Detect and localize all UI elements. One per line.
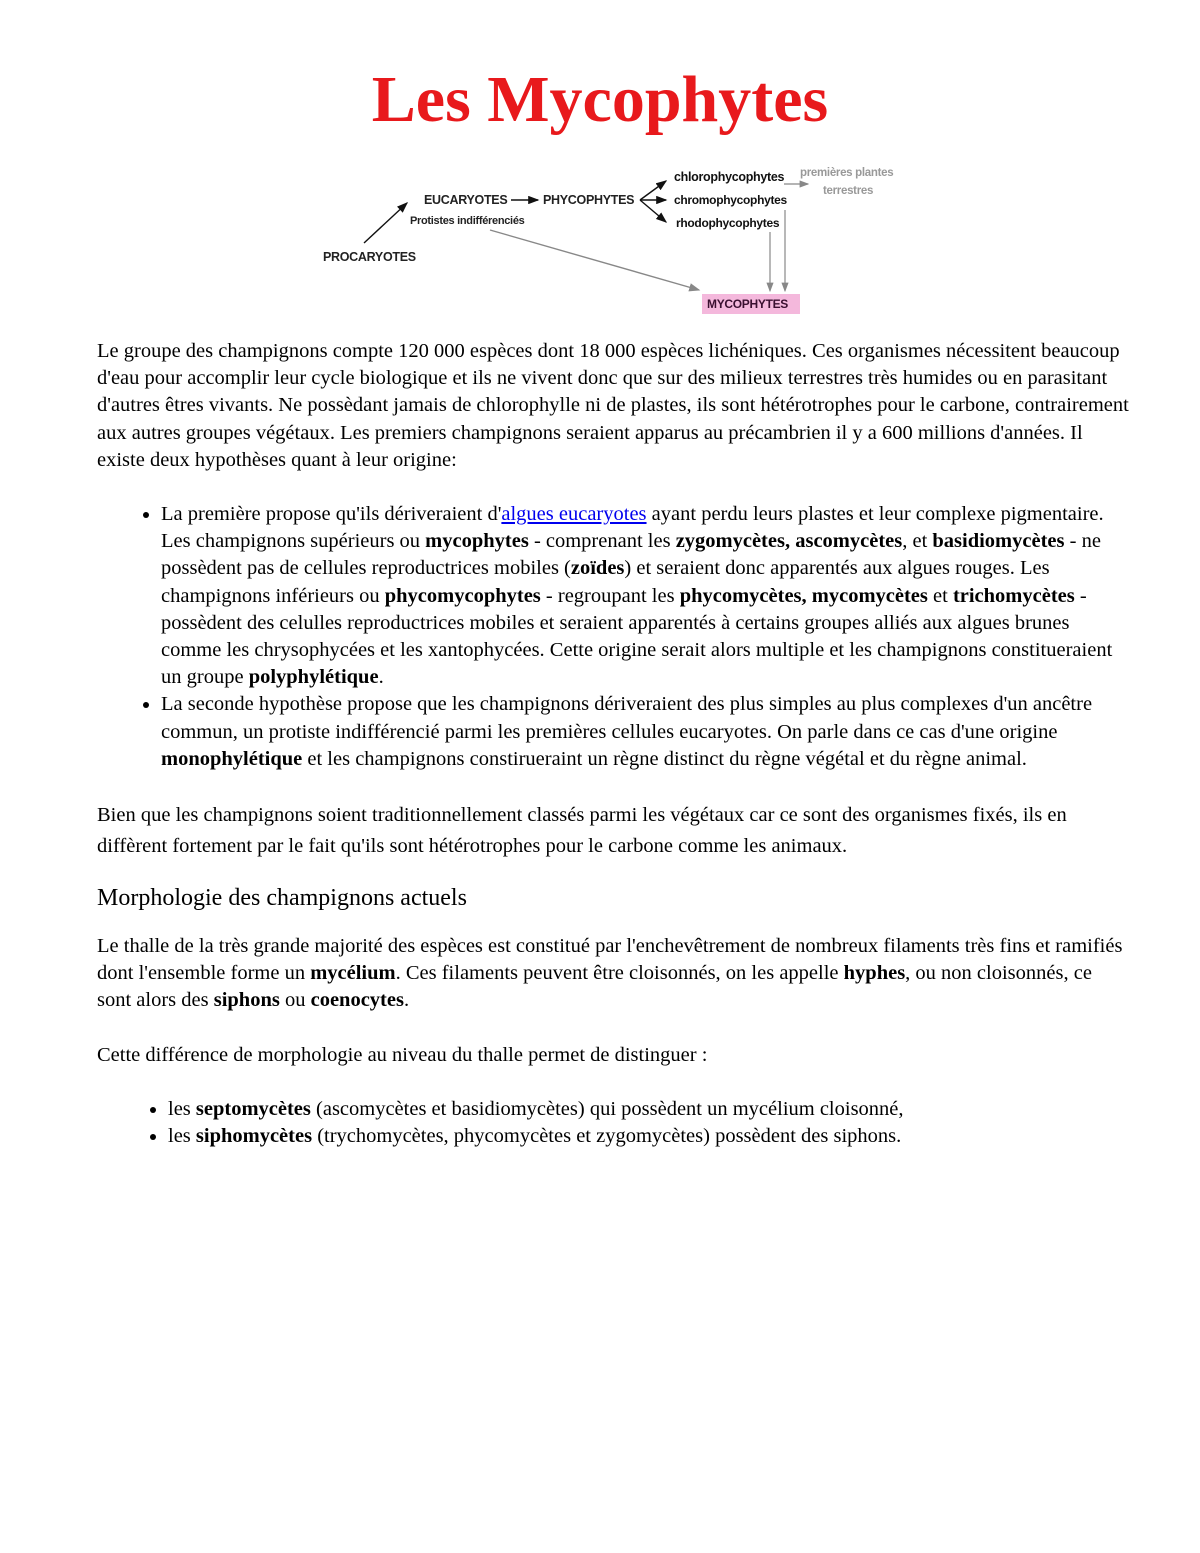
text-segment: - ne possèdent pas de cellules reproductrices mobiles ( (161, 530, 1101, 580)
hypothesis-2 (161, 691, 1129, 773)
siphomycetes-item (168, 1123, 1129, 1150)
text-segment: La première propose qu'ils dériveraient d' (161, 503, 502, 526)
text-segment: , et (902, 530, 933, 553)
label-premieres-plantes: premières plantes (800, 167, 894, 179)
text-segment: les (168, 1125, 196, 1148)
text-segment: . Ces filaments peuvent être cloisonnés, on les appelle (395, 962, 844, 985)
page-title: Les Mycophytes (371, 63, 829, 136)
text-segment: les (168, 1097, 196, 1120)
fixes-paragraph (97, 800, 1129, 862)
bold-term: monophylétique (161, 747, 303, 770)
text-segment: Le groupe des champignons compte 120 000 espèces dont 18 000 espèces lichéniques. Ces organismes nécessitent beaucoup d'eau pour accomplir leur cycle biologique et ils ne vivent donc que sur des milieux terrestres très humides ou en parasitant d'autres êtres vivants. Ne possèdant jamais de chlorophylle ni de plastes, ils sont hétérotrophes pour le carbone, contrairement aux autres groupes végétaux. Les premiers champignons seraient apparus au précambrien il y a 600 millions d'années. Il existe deux hypothèses quant à leur origine: (97, 340, 1129, 471)
text-segment: . (403, 989, 410, 1012)
hypothesis-1 (161, 501, 1129, 691)
algues-eucaryotes-link[interactable]: algues eucaryotes (501, 503, 647, 526)
arrow-procaryotes-eucaryotes (364, 203, 407, 243)
septomycetes-item (168, 1096, 1129, 1123)
bold-term: coenocytes (310, 989, 404, 1012)
section-heading-morphologie: Morphologie des champignons actuels (97, 885, 467, 912)
text-segment: ou (279, 989, 311, 1012)
label-procaryotes: PROCARYOTES (323, 250, 416, 264)
arrow-to-chloro (640, 181, 666, 200)
label-eucaryotes: EUCARYOTES (424, 193, 508, 207)
label-terrestres: terrestres (823, 185, 874, 197)
label-phycophytes: PHYCOPHYTES (543, 193, 635, 207)
label-rhodophycophytes: rhodophycophytes (676, 216, 780, 230)
intro-paragraph (97, 338, 1129, 474)
text-segment: ) et seraient donc apparentés aux algues rouges. Les champignons inférieurs ou (161, 557, 1050, 607)
text-segment: et (927, 584, 953, 607)
bold-term: siphons (213, 989, 280, 1012)
arrow-to-rhodo (640, 200, 666, 222)
bold-term: septomycètes (195, 1097, 311, 1120)
label-protistes: Protistes indifférenciés (410, 215, 525, 227)
text-segment: Bien que les champignons soient traditionnellement classés parmi les végétaux car ce sont des organismes fixés, ils en diffèrent fortement par le fait qu'ils sont hétérotrophes pour le carbone comme les animaux. (97, 804, 1067, 858)
text-segment: ayant perdu leurs plastes et leur complexe pigmentaire. Les champignons supérieurs ou (161, 503, 1104, 553)
phylogeny-diagram (310, 160, 910, 320)
bold-term: phycomycètes, mycomycètes (679, 584, 928, 607)
bold-term: trichomycètes (952, 584, 1075, 607)
text-segment: - regroupant les (540, 584, 680, 607)
difference-paragraph (97, 1042, 1129, 1069)
text-segment: (trychomycètes, phycomycètes et zygomycètes) possèdent des siphons. (312, 1125, 902, 1148)
text-segment: - comprenant les (528, 530, 676, 553)
text-segment: La seconde hypothèse propose que les champignons dériveraient des plus simples au plus complexes d'un ancêtre commun, un protiste indifférencié parmi les premières cellules eucaryotes. On parle dans ce cas d'une origine (161, 693, 1093, 743)
bold-term: zoïdes (570, 557, 625, 580)
label-chromophycophytes: chromophycophytes (674, 193, 787, 207)
label-mycophytes: MYCOPHYTES (707, 297, 789, 311)
bold-term: polyphylétique (248, 666, 379, 689)
arrow-protistes-mycophytes (490, 230, 699, 290)
thalle-paragraph (97, 933, 1129, 1015)
bold-term: zygomycètes, ascomycètes (675, 530, 903, 553)
types-list (97, 1096, 1129, 1150)
label-chlorophycophytes: chlorophycophytes (674, 170, 785, 184)
text-segment: , ou non cloisonnés, ce sont alors des (97, 962, 1092, 1012)
text-segment: Le thalle de la très grande majorité des espèces est constitué par l'enchevêtrement de nombreux filaments très fins et ramifiés dont l'ensemble forme un (97, 935, 1123, 985)
text-segment: - possèdent des celulles reproductrices mobiles et seraient apparentés à certains groupes alliés aux algues brunes comme les chrysophycées et les xantophycées. Cette origine serait alors multiple et les champignons constitueraient un groupe (161, 584, 1113, 689)
text-segment: et les champignons constirueraint un règne distinct du règne végétal et du règne animal. (302, 747, 1027, 770)
hypotheses-list (97, 501, 1129, 773)
bold-term: mycélium (310, 962, 396, 985)
text-segment: Cette différence de morphologie au niveau du thalle permet de distinguer : (97, 1043, 708, 1066)
bold-term: phycomycophytes (384, 584, 541, 607)
bold-term: hyphes (843, 962, 906, 985)
bold-term: mycophytes (425, 530, 529, 553)
bold-term: basidiomycètes (932, 530, 1065, 553)
bold-term: siphomycètes (195, 1125, 313, 1148)
text-segment: . (378, 666, 384, 689)
document-body (97, 338, 1129, 1177)
text-segment: (ascomycètes et basidiomycètes) qui possèdent un mycélium cloisonné, (310, 1097, 904, 1120)
